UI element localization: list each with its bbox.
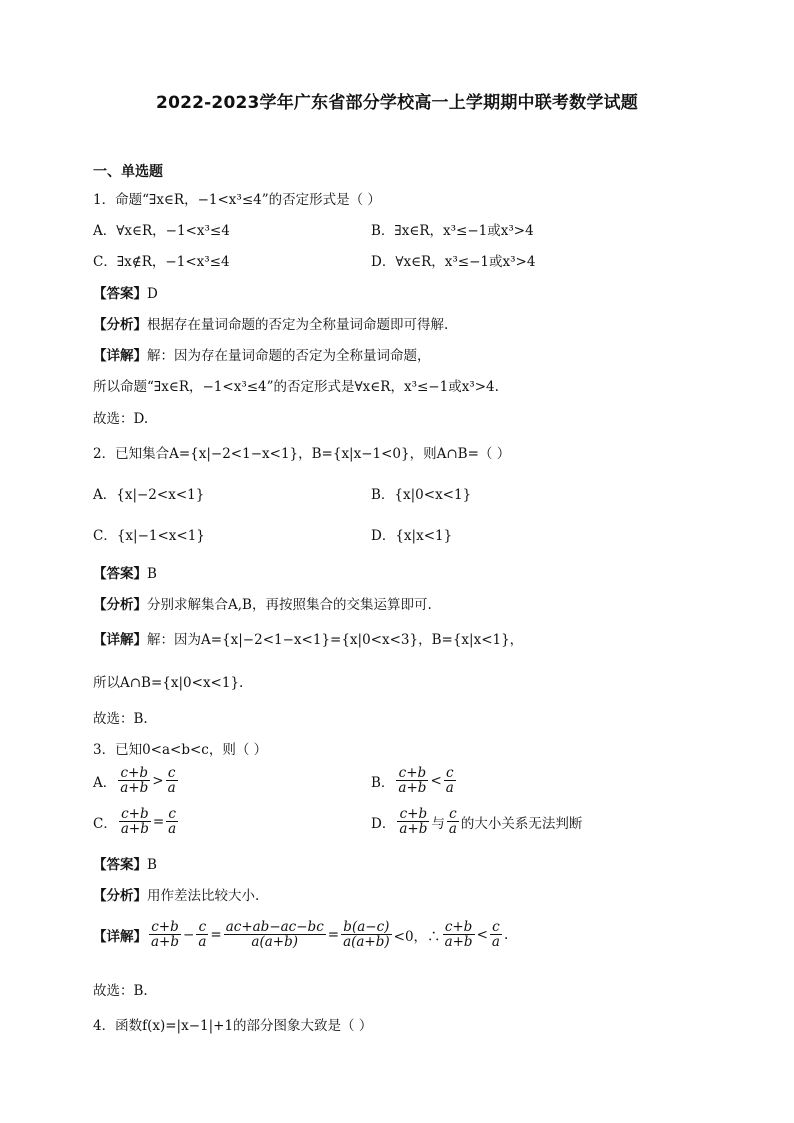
fraction: $\frac{c}{a}$ — [445, 765, 454, 797]
q2-detail — [93, 628, 523, 648]
q1-analysis — [93, 313, 448, 333]
q1-option-d: D．∀x∈R，x³≤−1或x³>4 — [371, 254, 536, 270]
operator: = — [152, 813, 165, 830]
answer-value: B — [147, 857, 157, 873]
q3-option-d — [371, 807, 582, 836]
answer-tag: 【答案】 — [93, 286, 147, 302]
option-text: 与 — [431, 815, 445, 832]
fraction: $\frac{c}{a}$ — [168, 806, 177, 838]
fraction: $\frac{c+b}{a+b}$ — [120, 765, 149, 797]
q1-option-b: B．∃x∈R，x³≤−1或x³>4 — [371, 223, 534, 239]
q2-answer — [93, 562, 157, 582]
q2-choose: 故选：B. — [93, 711, 148, 727]
analysis-tag: 【分析】 — [93, 597, 147, 613]
fraction: $\frac{c+b}{a+b}$ — [399, 806, 428, 838]
fraction: $\frac{c}{a}$ — [491, 919, 500, 951]
q3-option-b — [371, 766, 458, 795]
q2-option-d: D．{x|x<1} — [371, 528, 453, 544]
analysis-tag: 【分析】 — [93, 888, 147, 904]
answer-value: B — [147, 566, 157, 582]
fraction: $\frac{c+b}{a+b}$ — [151, 919, 180, 951]
option-label: A． — [93, 774, 117, 791]
operator: < — [430, 772, 442, 789]
q2-option-b: B．{x|0<x<1} — [371, 487, 472, 503]
section-heading: 一、单选题 — [93, 164, 163, 180]
q1-detail-line2: 所以命题“∃x∈R，−1<x³≤4”的否定形式是∀x∈R，x³≤−1或x³>4. — [93, 379, 499, 395]
operator: < — [476, 926, 488, 943]
operator: > — [152, 772, 164, 789]
detail-tag: 【详解】 — [93, 348, 147, 364]
q3-stem: 3．已知0<a<b<c，则（ ） — [93, 742, 268, 758]
q3-detail — [93, 920, 508, 949]
fraction: $\frac{c+b}{a+b}$ — [120, 806, 149, 838]
fraction: $\frac{c}{a}$ — [167, 765, 176, 797]
q1-answer — [93, 282, 158, 302]
q3-analysis — [93, 884, 259, 904]
detail-text: . — [503, 926, 509, 943]
q2-detail-line2: 所以A∩B={x|0<x<1}. — [93, 675, 244, 691]
q2-option-c: C．{x|−1<x<1} — [93, 528, 205, 544]
analysis-text: 用作差法比较大小. — [147, 888, 260, 904]
q2-option-a: A．{x|−2<x<1} — [93, 487, 205, 503]
analysis-text: 根据存在量词命题的否定为全称量词命题即可得解. — [147, 317, 449, 333]
answer-tag: 【答案】 — [93, 857, 147, 873]
q1-detail — [93, 344, 431, 364]
analysis-tag: 【分析】 — [93, 317, 147, 333]
fraction: $\frac{c}{a}$ — [448, 806, 457, 838]
q3-choose: 故选：B. — [93, 983, 148, 999]
detail-text: 解：因为A={x|−2<1−x<1}={x|0<x<3}，B={x|x<1}， — [147, 632, 524, 648]
option-text: 的大小关系无法判断 — [460, 815, 583, 832]
fraction: $\frac{c}{a}$ — [198, 919, 207, 951]
detail-tag: 【详解】 — [93, 928, 147, 945]
detail-text: <0，∴ — [393, 928, 441, 945]
detail-tag: 【详解】 — [93, 632, 147, 648]
fraction: $\frac{ac+ab-ac-bc}{a(a+b)}$ — [225, 919, 324, 951]
analysis-text: 分别求解集合A,B，再按照集合的交集运算即可. — [147, 597, 432, 613]
page-title: 2022-2023学年广东省部分学校高一上学期期中联考数学试题 — [156, 93, 638, 113]
answer-tag: 【答案】 — [93, 566, 147, 582]
q4-stem: 4．函数f(x)=|x−1|+1的部分图象大致是（ ） — [93, 1018, 373, 1034]
detail-text: 解：因为存在量词命题的否定为全称量词命题， — [147, 348, 431, 364]
option-label: B． — [371, 774, 395, 791]
fraction: $\frac{b(a-c)}{a(a+b)}$ — [343, 919, 390, 951]
q1-stem: 1．命题“∃x∈R，−1<x³≤4”的否定形式是（ ） — [93, 192, 381, 208]
option-label: C． — [93, 815, 117, 832]
operator: = — [210, 926, 222, 943]
q2-stem: 2．已知集合A={x|−2<1−x<1}，B={x|x−1<0}，则A∩B=（ ） — [93, 446, 511, 462]
q1-option-c: C．∃x∉R，−1<x³≤4 — [93, 254, 230, 270]
option-label: D． — [371, 815, 396, 832]
q2-analysis — [93, 593, 432, 613]
q1-option-a: A．∀x∈R，−1<x³≤4 — [93, 223, 230, 239]
q3-answer — [93, 853, 157, 873]
q3-option-c — [93, 807, 180, 836]
fraction: $\frac{c+b}{a+b}$ — [444, 919, 473, 951]
fraction: $\frac{c+b}{a+b}$ — [398, 765, 427, 797]
operator: − — [183, 926, 195, 943]
q1-choose: 故选：D. — [93, 411, 149, 427]
answer-value: D — [147, 286, 158, 302]
q3-option-a — [93, 766, 180, 795]
operator: = — [327, 926, 340, 943]
